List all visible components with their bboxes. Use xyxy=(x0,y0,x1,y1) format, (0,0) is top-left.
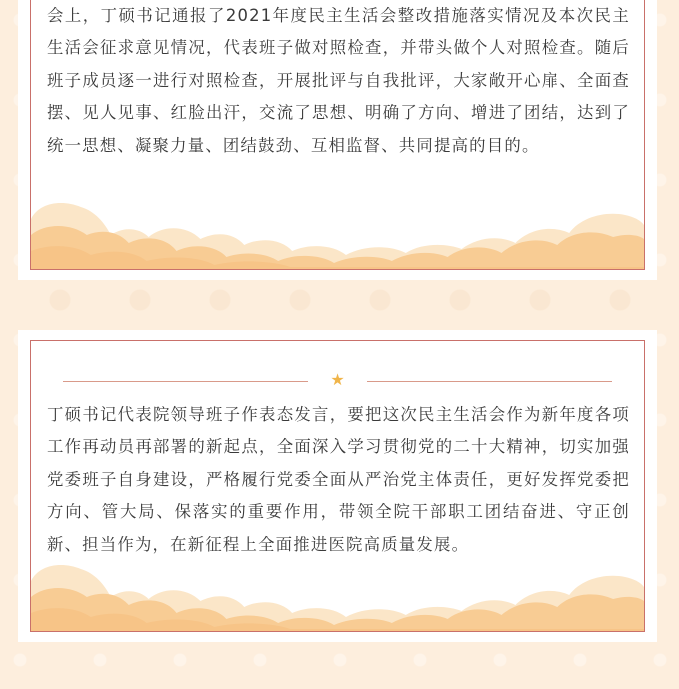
card-frame-1 xyxy=(30,0,645,270)
star-icon: ★ xyxy=(330,370,345,389)
divider-line-right xyxy=(367,381,612,382)
content-card-1 xyxy=(18,0,657,280)
paragraph-meeting-report: 会上，丁硕书记通报了2021年度民主生活会整改措施落实情况及本次民主生活会征求意见情况，代表班子做对照检查，并带头做个人对照检查。随后班子成员逐一进行对照检查，开展批评与自我批评，大家敞开心扉、全面查摆、见人见事、红脸出汗，交流了思想、明确了方向、增进了团结，达到了统一思想、凝聚力量、团结鼓劲、互相监督、共同提高的目的。 xyxy=(47,6,630,155)
content-card-2 xyxy=(18,330,657,642)
cloud-decoration-1 xyxy=(31,197,644,269)
cloud-decoration-2 xyxy=(31,559,644,631)
card-frame-2 xyxy=(30,340,645,632)
section-divider xyxy=(63,370,612,389)
divider-line-left xyxy=(63,381,308,382)
paragraph-pledge-speech: 丁硕书记代表院领导班子作表态发言，要把这次民主生活会作为新年度各项工作再动员再部署的新起点，全面深入学习贯彻党的二十大精神，切实加强党委班子自身建设，严格履行党委全面从严治党主体责任，更好发挥党委把方向、管大局、保落实的重要作用，带领全院干部职工团结奋进、守正创新、担当作为，在新征程上全面推进医院高质量发展。 xyxy=(47,405,630,554)
